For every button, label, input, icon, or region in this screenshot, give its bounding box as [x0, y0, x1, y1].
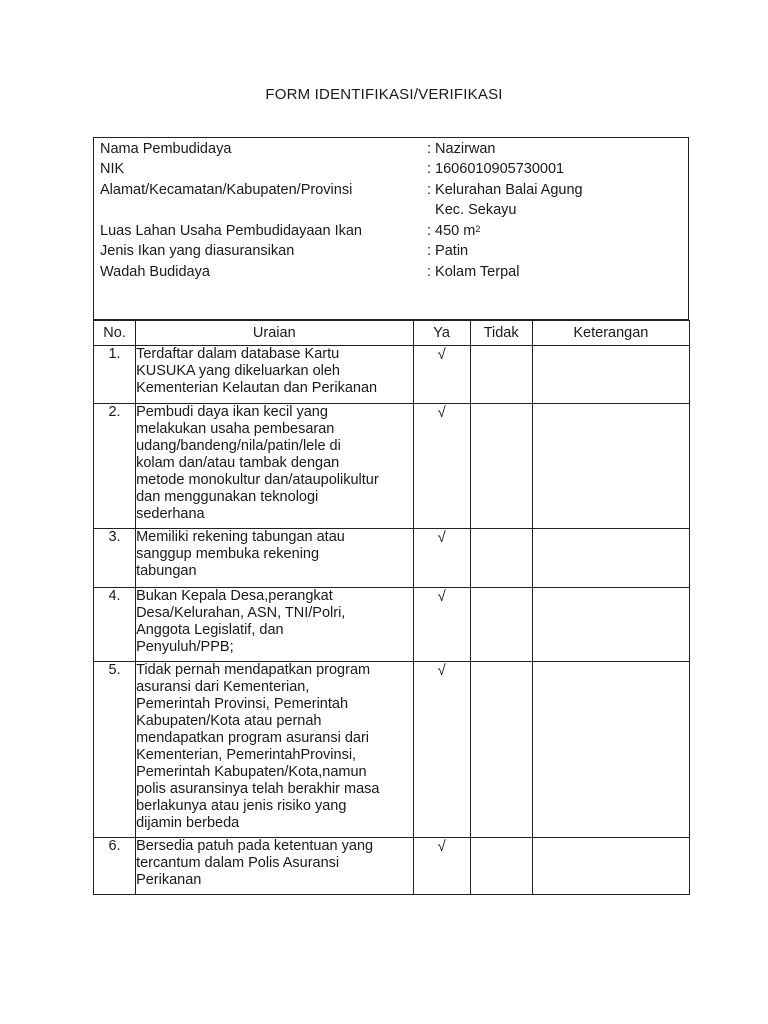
row-number: 4. — [94, 588, 136, 662]
row-description — [136, 404, 413, 529]
cell-tidak — [470, 588, 532, 662]
row-number: 5. — [94, 662, 136, 838]
info-label: Wadah Budidaya — [100, 264, 210, 280]
row-description — [136, 588, 413, 662]
row-description — [136, 662, 413, 838]
info-label: Luas Lahan Usaha Pembudidayaan Ikan — [100, 223, 362, 239]
description-line: Kementerian, PemerintahProvinsi, — [136, 747, 357, 763]
cell-tidak — [470, 529, 532, 588]
table-header-row — [94, 321, 690, 346]
cell-keterangan — [532, 588, 689, 662]
cell-keterangan — [532, 838, 689, 895]
table-row — [94, 838, 690, 895]
cell-keterangan — [532, 529, 689, 588]
description-line: Bersedia patuh pada ketentuan yang — [136, 838, 374, 854]
description-line: Kabupaten/Kota atau pernah — [136, 713, 322, 729]
checkmark-ya: √ — [413, 588, 470, 662]
description-line: kolam dan/atau tambak dengan — [136, 455, 340, 471]
table-row — [94, 588, 690, 662]
description-line: sederhana — [136, 506, 205, 522]
form-title: FORM IDENTIFIKASI/VERIFIKASI — [265, 86, 503, 103]
row-description — [136, 346, 413, 404]
description-line: Tidak pernah mendapatkan program — [136, 662, 371, 678]
header-ya: Ya — [413, 321, 470, 346]
description-line: Desa/Kelurahan, ASN, TNI/Polri, — [136, 605, 346, 621]
table-row — [94, 346, 690, 404]
info-value: : Patin — [427, 243, 469, 259]
table-body — [94, 346, 690, 895]
info-label: Jenis Ikan yang diasuransikan — [100, 243, 295, 259]
description-line: Pemerintah Provinsi, Pemerintah — [136, 696, 349, 712]
description-line: KUSUKA yang dikeluarkan oleh — [136, 363, 340, 379]
info-value: : Nazirwan — [427, 141, 496, 157]
info-value: : Kelurahan Balai Agung — [427, 182, 583, 198]
table-row — [94, 404, 690, 529]
info-value: Kec. Sekayu — [427, 202, 517, 218]
info-label: Nama Pembudidaya — [100, 141, 232, 157]
cell-keterangan — [532, 404, 689, 529]
info-value: : Kolam Terpal — [427, 264, 520, 280]
checkmark-ya: √ — [413, 838, 470, 895]
description-line: Perikanan — [136, 872, 202, 888]
info-label: NIK — [100, 161, 125, 177]
verification-checklist-table — [93, 320, 690, 895]
description-line: tercantum dalam Polis Asuransi — [136, 855, 340, 871]
applicant-info-box — [93, 137, 689, 320]
description-line: metode monokultur dan/ataupolikultur — [136, 472, 379, 488]
table-row — [94, 662, 690, 838]
cell-tidak — [470, 346, 532, 404]
header-tidak: Tidak — [470, 321, 532, 346]
checkmark-ya: √ — [413, 404, 470, 529]
description-line: dijamin berbeda — [136, 815, 240, 831]
info-value: : 1606010905730001 — [427, 161, 565, 177]
cell-keterangan — [532, 662, 689, 838]
row-number: 2. — [94, 404, 136, 529]
row-description — [136, 838, 413, 895]
cell-tidak — [470, 662, 532, 838]
description-line: asuransi dari Kementerian, — [136, 679, 310, 695]
checkmark-ya: √ — [413, 529, 470, 588]
description-line: Pemerintah Kabupaten/Kota,namun — [136, 764, 367, 780]
description-line: berlakunya atau jenis risiko yang — [136, 798, 347, 814]
description-line: polis asuransinya telah berakhir masa — [136, 781, 380, 797]
header-keterangan: Keterangan — [532, 321, 689, 346]
header-no: No. — [94, 321, 136, 346]
table-row — [94, 529, 690, 588]
description-line: mendapatkan program asuransi dari — [136, 730, 369, 746]
cell-keterangan — [532, 346, 689, 404]
description-line: dan menggunakan teknologi — [136, 489, 319, 505]
description-line: Penyuluh/PPB; — [136, 639, 234, 655]
description-line: Anggota Legislatif, dan — [136, 622, 284, 638]
description-line: Memiliki rekening tabungan atau — [136, 529, 345, 545]
row-number: 3. — [94, 529, 136, 588]
header-uraian: Uraian — [136, 321, 413, 346]
checkmark-ya: √ — [413, 662, 470, 838]
info-value — [427, 223, 480, 240]
row-description — [136, 529, 413, 588]
description-line: Bukan Kepala Desa,perangkat — [136, 588, 333, 604]
info-label: Alamat/Kecamatan/Kabupaten/Provinsi — [100, 182, 353, 198]
cell-tidak — [470, 838, 532, 895]
info-value-superscript: 2 — [475, 224, 481, 234]
description-line: melakukan usaha pembesaran — [136, 421, 335, 437]
description-line: Kementerian Kelautan dan Perikanan — [136, 380, 378, 396]
info-value-text: : 450 m — [427, 223, 476, 239]
row-number: 1. — [94, 346, 136, 404]
description-line: sanggup membuka rekening — [136, 546, 320, 562]
description-line: tabungan — [136, 563, 197, 579]
description-line: udang/bandeng/nila/patin/lele di — [136, 438, 341, 454]
checkmark-ya: √ — [413, 346, 470, 404]
row-number: 6. — [94, 838, 136, 895]
cell-tidak — [470, 404, 532, 529]
description-line: Pembudi daya ikan kecil yang — [136, 404, 328, 420]
description-line: Terdaftar dalam database Kartu — [136, 346, 340, 362]
